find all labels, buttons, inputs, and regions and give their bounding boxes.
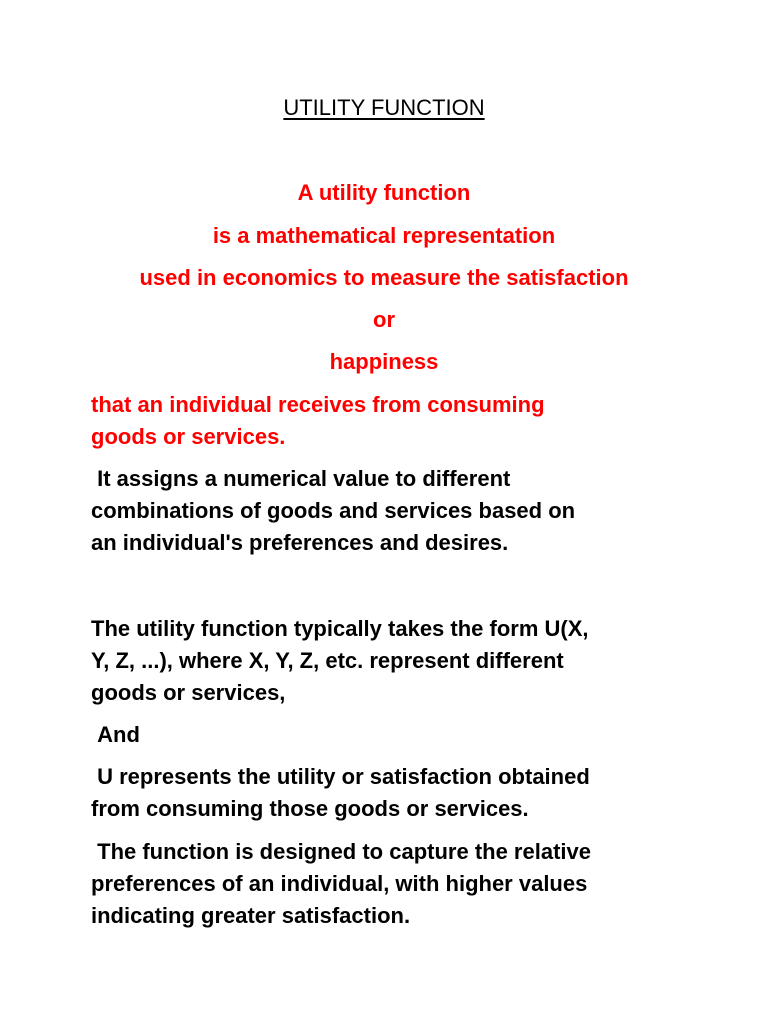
red-line-5: happiness: [329, 349, 439, 374]
red-line-2: is a mathematical representation: [212, 223, 556, 248]
red-line-4: or: [373, 307, 395, 332]
page-title: UTILITY FUNCTION: [283, 95, 485, 120]
paragraph-3: And: [91, 722, 140, 747]
red-line-3: used in economics to measure the satisfaction: [139, 265, 629, 290]
red-line-1: A utility function: [297, 180, 471, 205]
paragraph-2: The utility function typically takes the form U(X, Y, Z, ...), where X, Y, Z, etc. represent different goods or services,: [91, 616, 589, 705]
red-paragraph: that an individual receives from consuming goods or services.: [91, 392, 545, 449]
paragraph-1: It assigns a numerical value to different combinations of goods and services based on an individual's preferences and desires.: [91, 466, 576, 555]
paragraph-4: U represents the utility or satisfaction obtained from consuming those goods or services.: [91, 764, 590, 821]
paragraph-5: The function is designed to capture the relative preferences of an individual, with higher values indicating greater satisfaction.: [91, 839, 591, 928]
